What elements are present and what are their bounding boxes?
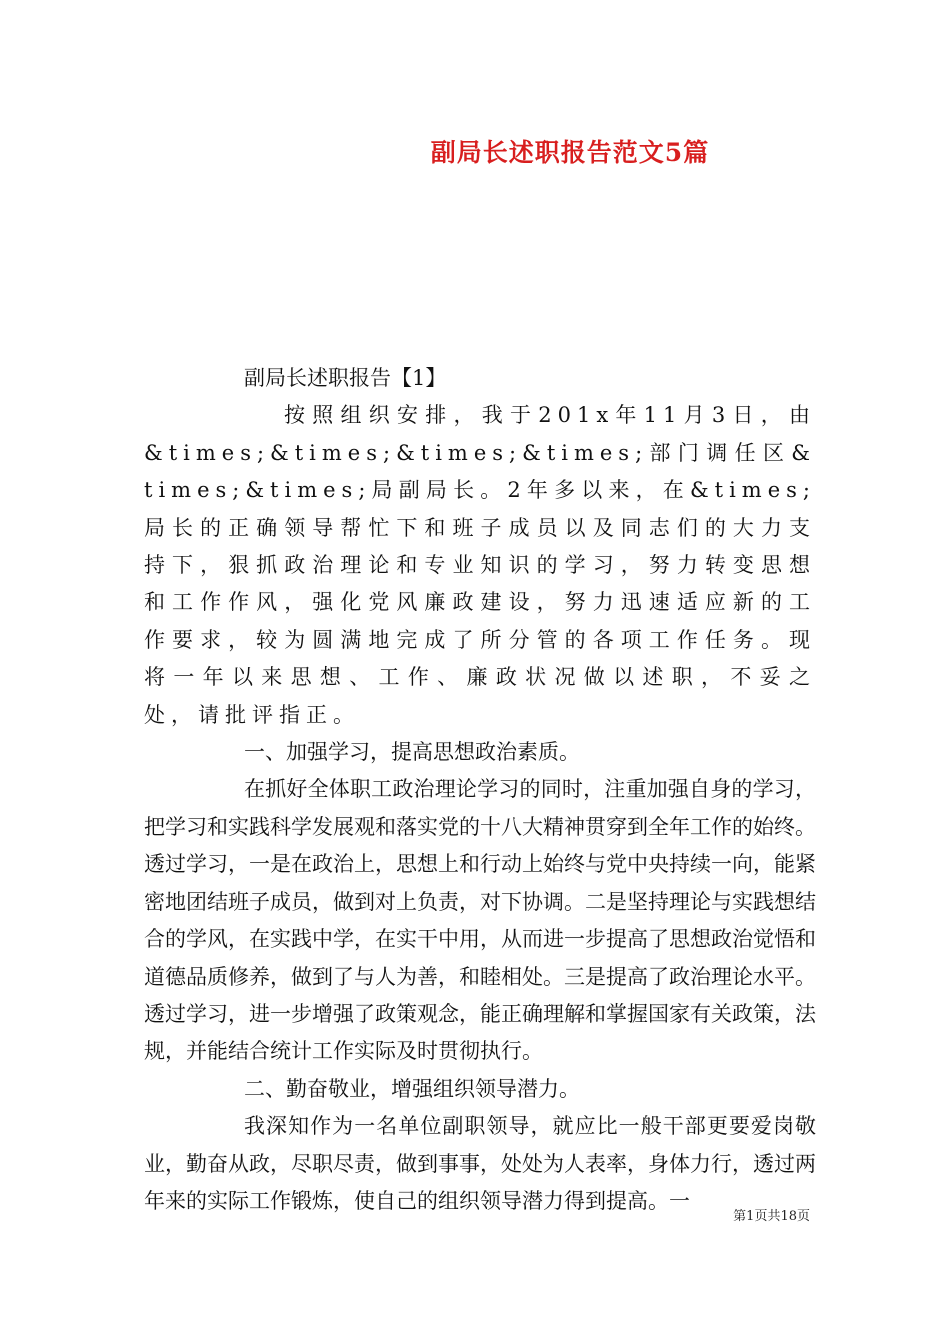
page-number: 第1页共18页 bbox=[733, 1209, 810, 1224]
section-heading-2: 二、勤奋敬业，增强组织领导潜力。 bbox=[244, 1076, 580, 1101]
paragraph-leadership: 我深知作为一名单位副职领导，就应比一般干部更要爱岗敬业，勤奋从政，尽职尽责，做到事事，处处为人表率，身体力行，透过两年来的实际工作锻炼，使自己的组织领导潜力得到提高。一 bbox=[144, 1114, 816, 1213]
section-heading-1: 一、加强学习，提高思想政治素质。 bbox=[244, 740, 580, 765]
section-heading-report-1: 副局长述职报告【1】 bbox=[244, 366, 447, 390]
document-title: 副局长述职报告范文5篇 bbox=[430, 138, 710, 167]
paragraph-study: 在抓好全体职工政治理论学习的同时，注重加强自身的学习，把学习和实践科学发展观和落实党的十八大精神贯穿到全年工作的始终。透过学习，一是在政治上，思想上和行动上始终与党中央持续一向，能紧密地团结班子成员，做到对上负责，对下协调。二是坚持理论与实践想结合的学风，在实践中学，在实干中用，从而进一步提高了思想政治觉悟和道德品质修养，做到了与人为善，和睦相处。三是提高了政治理论水平。透过学习，进一步增强了政策观念，能正确理解和掌握国家有关政策，法规，并能结合统计工作实际及时贯彻执行。 bbox=[144, 777, 816, 1064]
paragraph-intro: 按照组织安排，我于201x年11月3日，由&times;&times;&times;&times;部门调任区&times;&times;局副局长。2年多以来，在&times;局长的正确领导帮忙下和班子成员以及同志们的大力支持下，狠抓政治理论和专业知识的学习，努力转变思想和工作作风，强化党风廉政建设，努力迅速适应新的工作要求，较为圆满地完成了所分管的各项工作任务。现将一年以来思想、工作、廉政状况做以述职，不妥之处，请批评指正。 bbox=[144, 403, 816, 727]
document-body bbox=[144, 360, 816, 1220]
